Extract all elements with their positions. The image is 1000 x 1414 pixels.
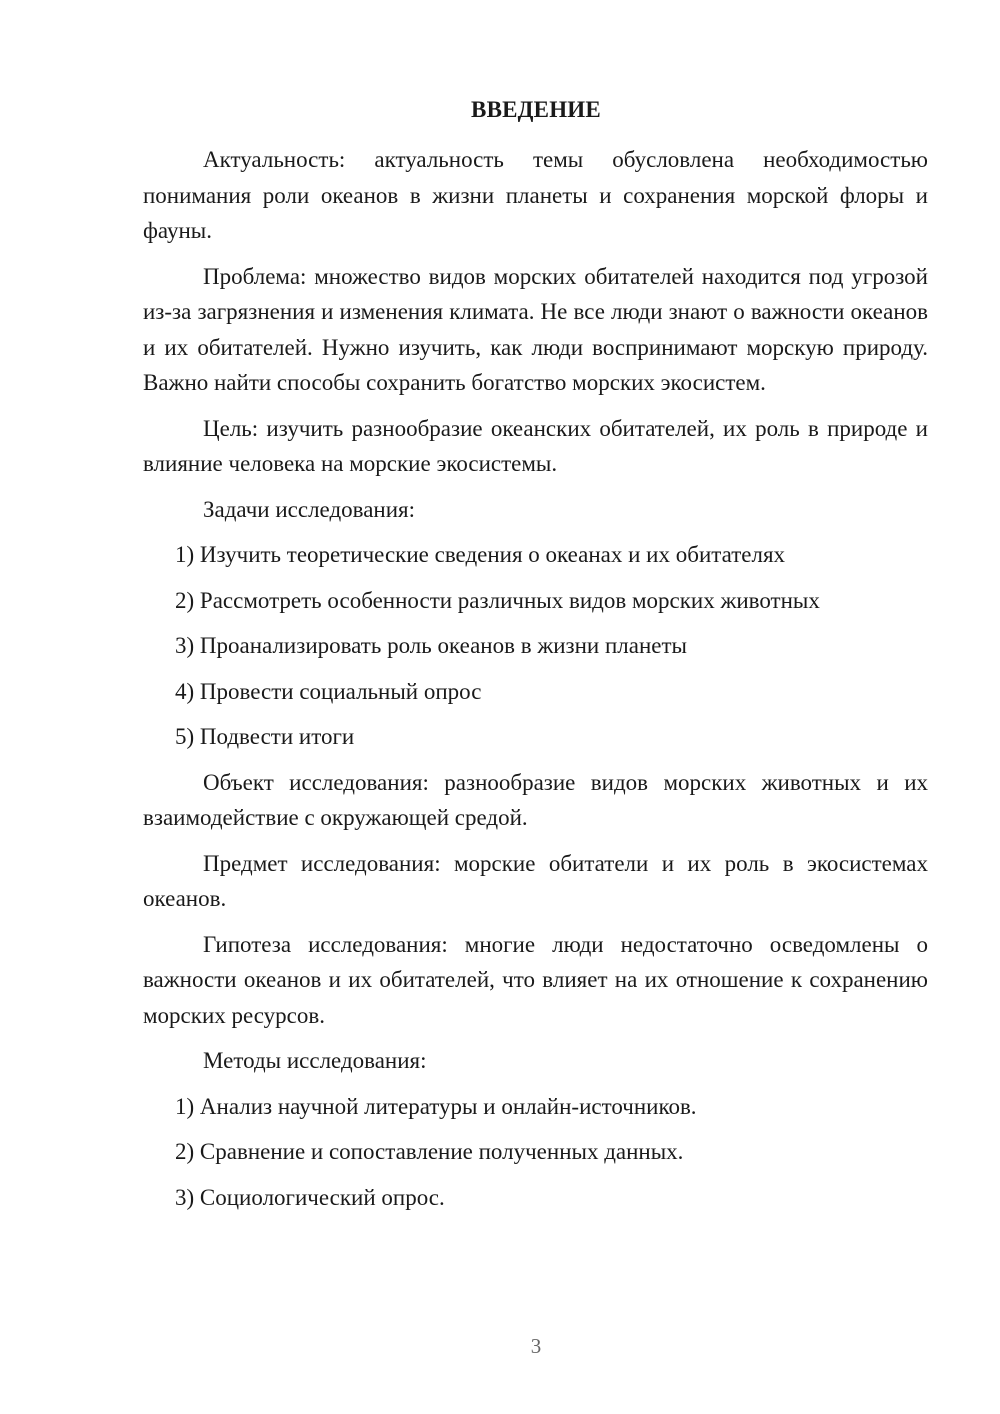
goal-paragraph: Цель: изучить разнообразие океанских обитателей, их роль в природе и влияние человека на морские экосистемы. [143,415,928,476]
tasks-list [143,537,928,755]
section-heading: ВВЕДЕНИЕ [471,97,601,122]
document-body [143,142,928,1225]
list-item: 1) Анализ научной литературы и онлайн-источников. [175,1093,697,1119]
list-item: 3) Социологический опрос. [175,1184,445,1210]
object-paragraph: Объект исследования: разнообразие видов морских животных и их взаимодействие с окружающей средой. [143,769,928,830]
list-item: 2) Сравнение и сопоставление полученных данных. [175,1139,684,1164]
list-item: 5) Подвести итоги [175,724,355,749]
relevance-paragraph: Актуальность: актуальность темы обусловлена необходимостью понимания роли океанов в жизни планеты и сохранения морской флоры и фауны. [143,147,928,243]
problem-paragraph: Проблема: множество видов морских обитателей находится под угрозой из-за загрязнения и изменения климата. Не все люди знают о важности океанов и их обитателей. Нужно изучить, как люди воспринимают морскую природу. Важно найти способы сохранить богатство морских экосистем. [143,263,928,395]
subject-paragraph: Предмет исследования: морские обитатели и их роль в экосистемах океанов. [143,850,928,911]
methods-list [143,1089,928,1216]
list-item: 2) Рассмотреть особенности различных видов морских животных [175,587,820,613]
page-number: 3 [530,1334,542,1358]
list-item: 1) Изучить теоретические сведения о океанах и их обитателях [175,542,786,567]
hypothesis-paragraph: Гипотеза исследования: многие люди недостаточно осведомлены о важности океанов и их обитателей, что влияет на их отношение к сохранению морских ресурсов. [143,931,928,1028]
list-item: 3) Проанализировать роль океанов в жизни планеты [175,633,687,658]
methods-title: Методы исследования: [203,1048,427,1073]
list-item: 4) Провести социальный опрос [175,678,482,704]
tasks-title: Задачи исследования: [203,496,416,522]
